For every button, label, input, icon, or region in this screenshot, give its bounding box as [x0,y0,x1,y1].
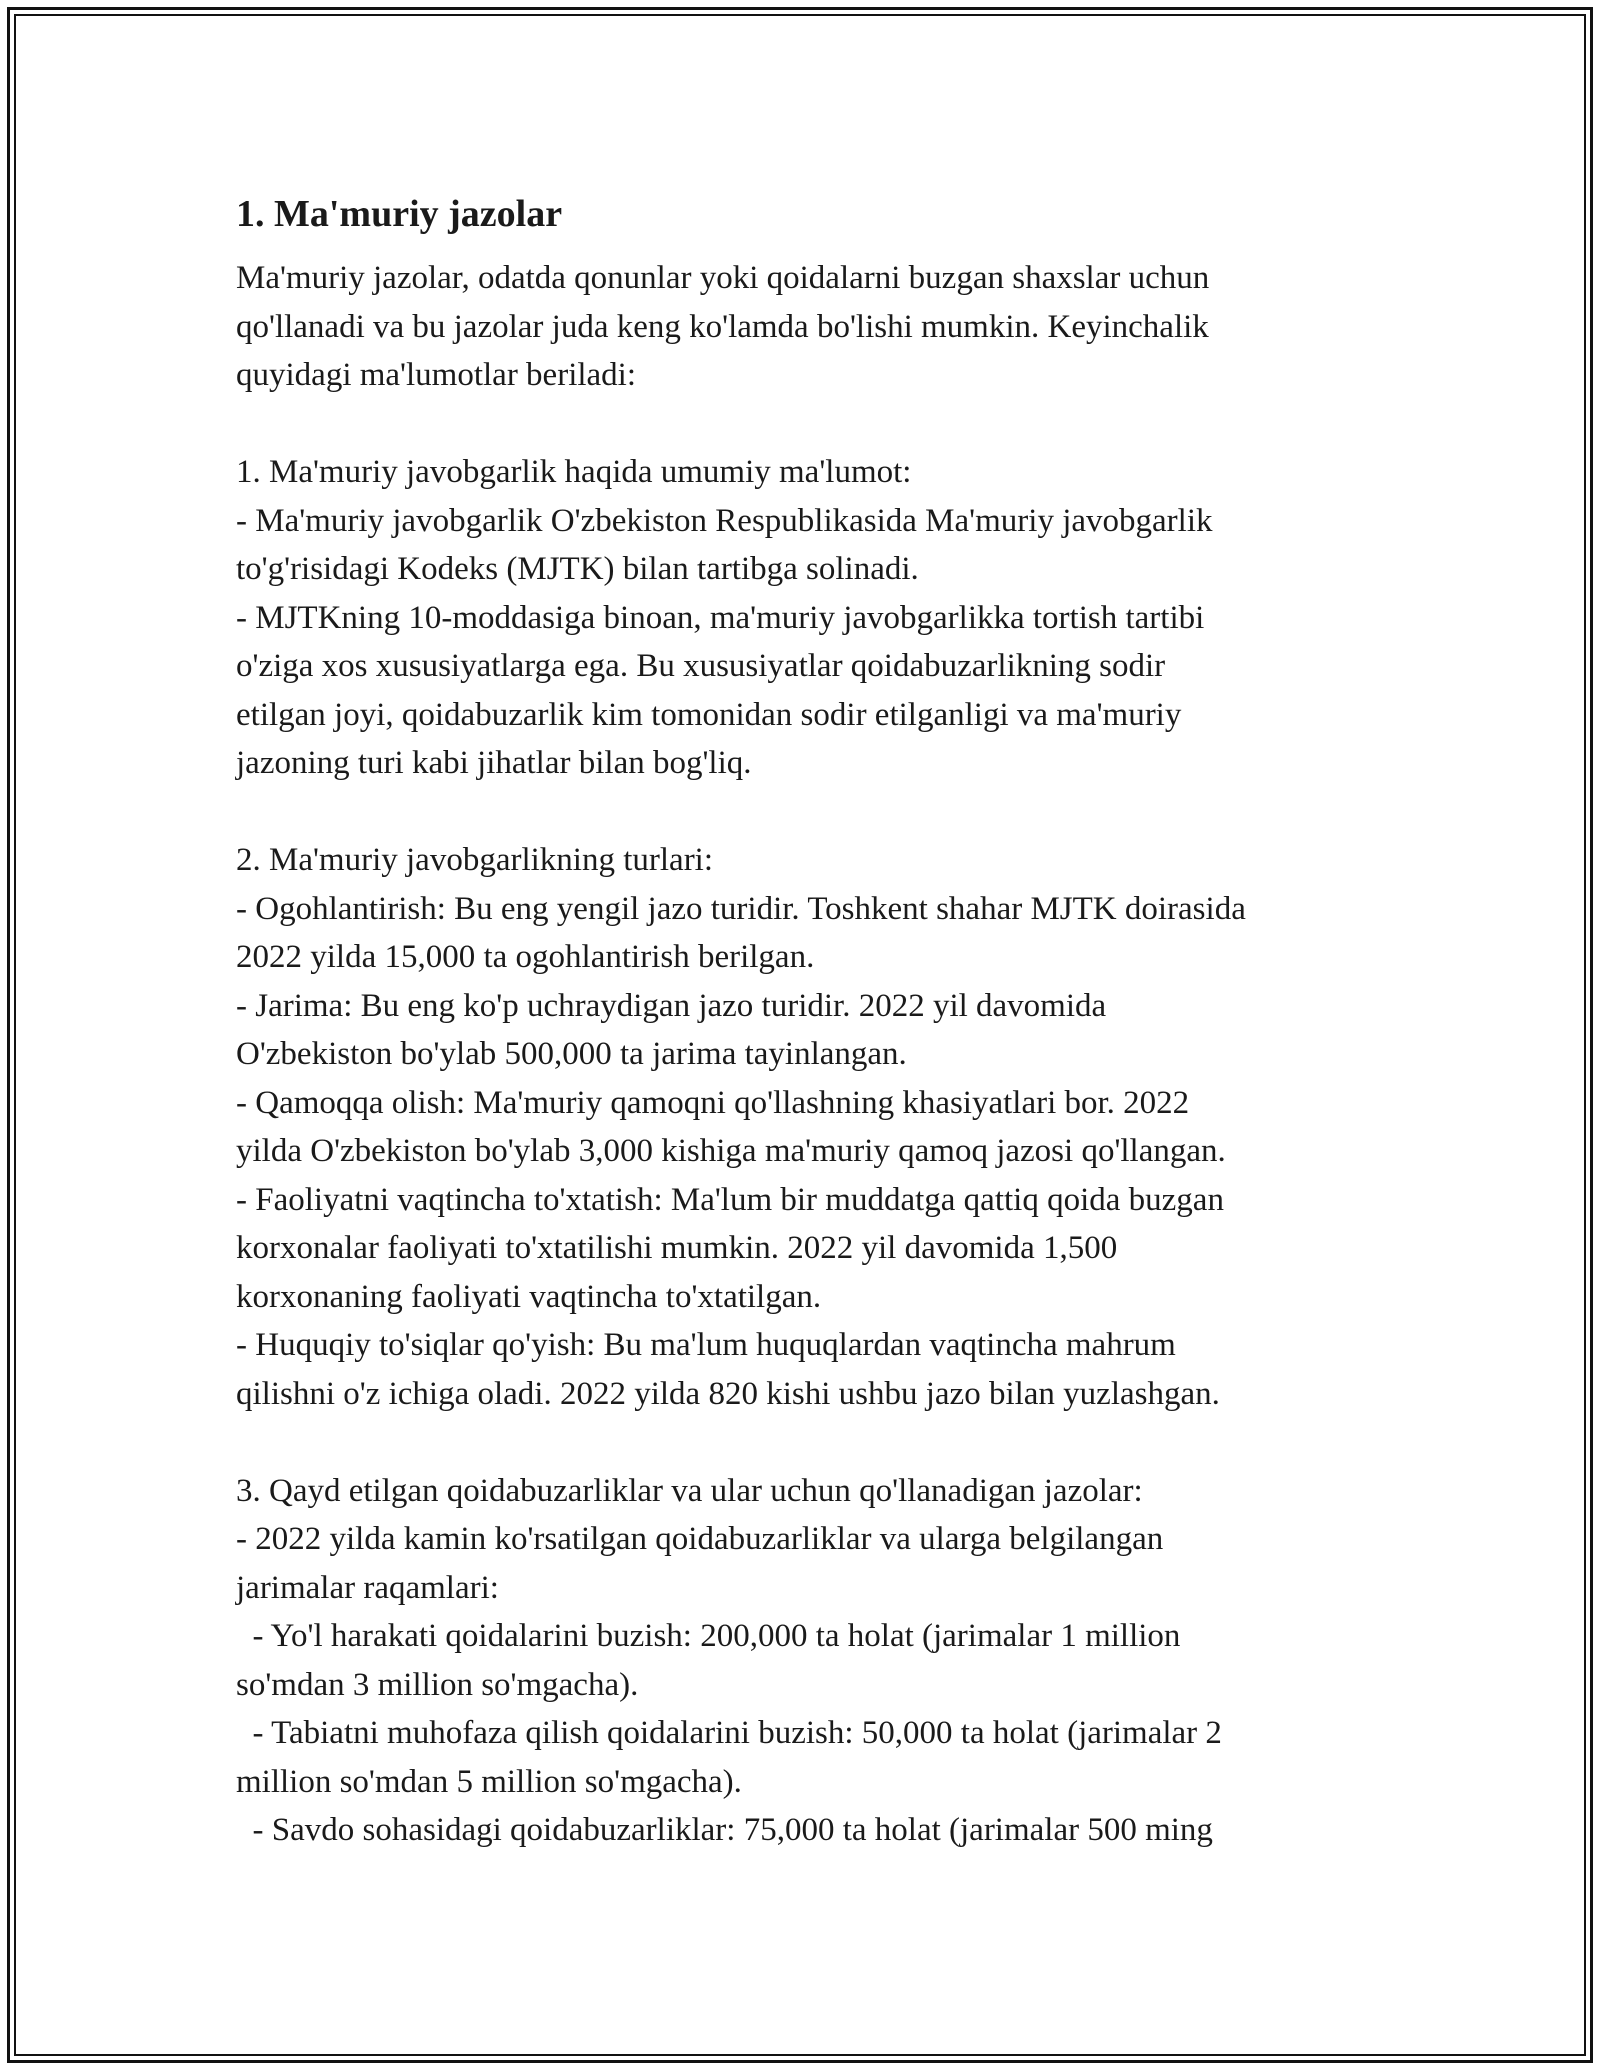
text-line: qilishni o'z ichiga oladi. 2022 yilda 820 kishi ushbu jazo bilan yuzlashgan. [236,1375,1220,1412]
text-line: - Jarima: Bu eng ko'p uchraydigan jazo turidir. 2022 yil davomida [236,987,1107,1024]
text-line: to'g'risidagi Kodeks (MJTK) bilan tartibga solinadi. [236,551,919,587]
page-title: 1. Ma'muriy jazolar [236,193,563,235]
paragraph [236,1467,1376,1855]
text-line: jarimalar raqamlari: [236,1569,499,1606]
text-line: - Tabiatni muhofaza qilish qoidalarini buzish: 50,000 ta holat (jarimalar 2 [236,1715,1222,1751]
text-line: etilgan joyi, qoidabuzarlik kim tomonidan sodir etilganligi va ma'muriy [236,696,1182,733]
paragraph [236,254,1376,400]
text-line: 2022 yilda 15,000 ta ogohlantirish berilgan. [236,939,815,975]
text-line: 3. Qayd etilgan qoidabuzarliklar va ular uchun qo'llanadigan jazolar: [236,1472,1143,1509]
text-line: 1. Ma'muriy javobgarlik haqida umumiy ma'lumot: [236,454,912,490]
text-line: qo'llanadi va bu jazolar juda keng ko'lamda bo'lishi mumkin. Keyinchalik [236,308,1209,345]
text-line: o'ziga xos xususiyatlarga ega. Bu xususiyatlar qoidabuzarlikning sodir [236,648,1166,684]
document-body [236,254,1376,1855]
text-line: - Qamoqqa olish: Ma'muriy qamoqni qo'llashning khasiyatlari bor. 2022 [236,1084,1190,1121]
document-content [236,187,1376,1903]
paragraph [236,448,1376,788]
text-line: jazoning turi kabi jihatlar bilan bog'liq. [236,745,752,781]
text-line: - Yo'l harakati qoidalarini buzish: 200,000 ta holat (jarimalar 1 million [236,1618,1181,1654]
text-line: korxonalar faoliyati to'xtatilishi mumkin. 2022 yil davomida 1,500 [236,1230,1118,1266]
text-line: million so'mdan 5 million so'mgacha). [236,1763,742,1800]
text-line: O'zbekiston bo'ylab 500,000 ta jarima tayinlangan. [236,1036,907,1072]
text-line: Ma'muriy jazolar, odatda qonunlar yoki qoidalarni buzgan shaxslar uchun [236,260,1210,296]
text-line: quyidagi ma'lumotlar beriladi: [236,357,637,393]
text-line: - Faoliyatni vaqtincha to'xtatish: Ma'lum bir muddatga qattiq qoida buzgan [236,1181,1224,1218]
text-line: - 2022 yilda kamin ko'rsatilgan qoidabuzarliklar va ularga belgilangan [236,1521,1164,1557]
text-line: yilda O'zbekiston bo'ylab 3,000 kishiga ma'muriy qamoq jazosi qo'llangan. [236,1133,1226,1169]
text-line: korxonaning faoliyati vaqtincha to'xtatilgan. [236,1278,822,1315]
text-line: so'mdan 3 million so'mgacha). [236,1666,639,1703]
text-line: - Ogohlantirish: Bu eng yengil jazo turidir. Toshkent shahar MJTK doirasida [236,890,1246,927]
text-line: - Huquqiy to'siqlar qo'yish: Bu ma'lum huquqlardan vaqtincha mahrum [236,1327,1176,1363]
text-line: - Savdo sohasidagi qoidabuzarliklar: 75,000 ta holat (jarimalar 500 ming [236,1812,1213,1848]
text-line: - Ma'muriy javobgarlik O'zbekiston Respublikasida Ma'muriy javobgarlik [236,502,1213,539]
paragraph [236,836,1376,1418]
text-line: 2. Ma'muriy javobgarlikning turlari: [236,842,714,878]
text-line: - MJTKning 10-moddasiga binoan, ma'muriy javobgarlikka tortish tartibi [236,599,1205,636]
